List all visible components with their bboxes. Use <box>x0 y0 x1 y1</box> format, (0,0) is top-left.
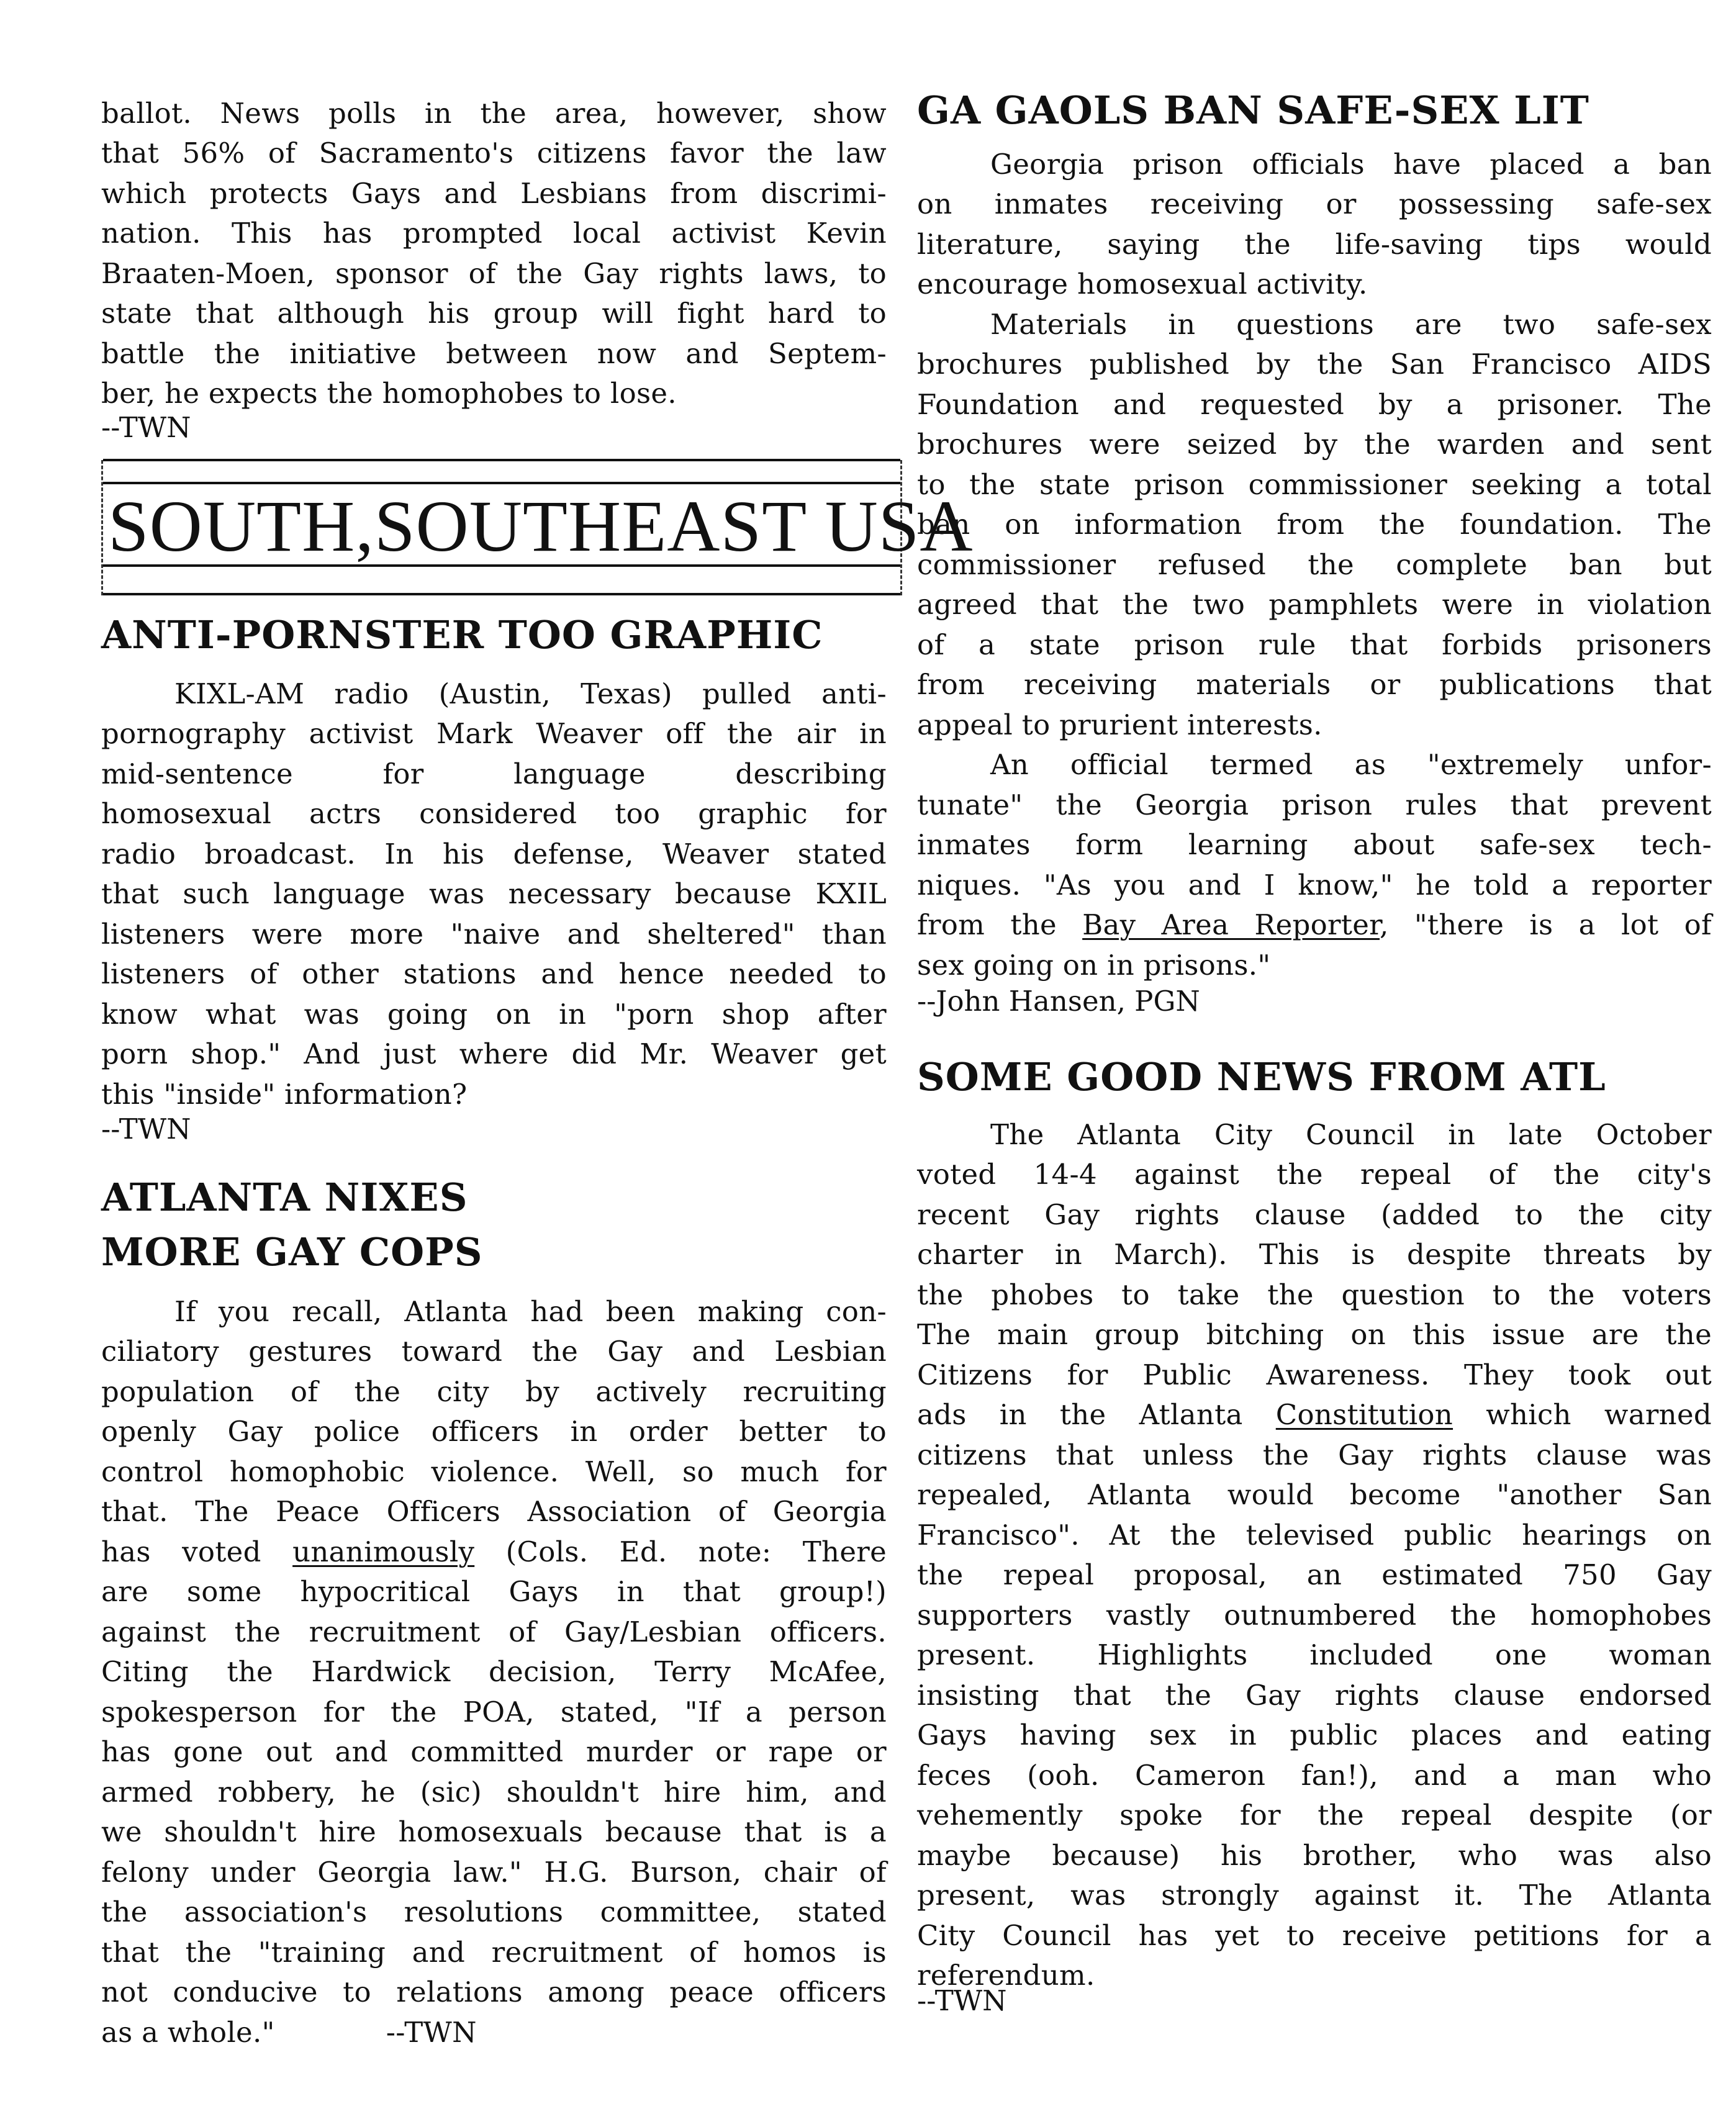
body-line: literature, saying the life-saving tips would <box>917 228 1712 261</box>
body-line: that. The Peace Officers Association of Georgia <box>101 1495 887 1528</box>
body-line: If you recall, Atlanta had been making con- <box>174 1295 887 1328</box>
body-line: Braaten-Moen, sponsor of the Gay rights laws, to <box>101 257 887 290</box>
body-line: ban on information from the foundation. The <box>917 508 1712 541</box>
body-line: ciliatory gestures toward the Gay and Lesbian <box>101 1335 887 1368</box>
body-line: encourage homosexual activity. <box>917 268 1368 300</box>
body-line: against the recruitment of Gay/Lesbian officers. <box>101 1615 887 1648</box>
body-line: City Council has yet to receive petitions for a <box>917 1919 1712 1952</box>
body-line: referendum. <box>917 1959 1095 1992</box>
publication-title: Constitution <box>1275 1398 1453 1431</box>
article-credit: --TWN <box>101 1113 191 1145</box>
body-line: mid-sentence for language describing <box>101 757 887 790</box>
underlined-word: unanimously <box>292 1535 475 1568</box>
body-line: commissioner refused the complete ban but <box>917 548 1712 581</box>
body-line: listeners were more "naive and sheltered" than <box>101 918 887 951</box>
body-line: this "inside" information? <box>101 1078 468 1111</box>
body-line: the repeal proposal, an estimated 750 Gay <box>917 1558 1712 1591</box>
body-line: of a state prison rule that forbids prisoners <box>917 628 1712 661</box>
body-line: niques. "As you and I know," he told a reporter <box>917 869 1712 901</box>
body-line: recent Gay rights clause (added to the city <box>917 1198 1712 1231</box>
body-line: tunate" the Georgia prison rules that prevent <box>917 788 1712 821</box>
body-line: brochures published by the San Francisco AIDS <box>917 348 1712 381</box>
body-line <box>917 905 1712 946</box>
body-line: know what was going on in "porn shop after <box>101 998 887 1031</box>
banner-rule <box>103 564 900 567</box>
body-line: vehemently spoke for the repeal despite (or <box>917 1799 1712 1832</box>
body-line <box>917 1394 1712 1435</box>
body-line <box>101 2012 887 2053</box>
body-line: spokesperson for the POA, stated, "If a person <box>101 1696 887 1728</box>
text-run: (Cols. Ed. note: There <box>505 1535 887 1568</box>
text-run: as a whole." <box>101 2016 275 2049</box>
section-title: SOUTH,SOUTHEAST USA <box>108 486 974 567</box>
headline: SOME GOOD NEWS FROM ATL <box>917 1054 1606 1100</box>
headline: MORE GAY COPS <box>101 1229 483 1275</box>
section-banner <box>101 460 974 595</box>
body-line: homosexual actrs considered too graphic for <box>101 797 887 830</box>
body-line: battle the initiative between now and Septem- <box>101 337 887 370</box>
article-credit: --TWN <box>386 2016 477 2049</box>
body-line: the association's resolutions committee, stated <box>101 1895 887 1928</box>
text-run: has voted <box>101 1535 261 1568</box>
body-line: KIXL-AM radio (Austin, Texas) pulled anti- <box>174 677 887 710</box>
body-line: Francisco". At the televised public hearings on <box>917 1519 1712 1552</box>
body-line: Citizens for Public Awareness. They took out <box>917 1358 1712 1391</box>
body-line: has gone out and committed murder or rape or <box>101 1735 887 1768</box>
banner-rule <box>103 482 900 484</box>
body-line: on inmates receiving or possessing safe-sex <box>917 187 1712 220</box>
text-run: ads in the Atlanta <box>917 1398 1243 1431</box>
body-line: An official termed as "extremely unfor- <box>990 748 1712 781</box>
text-run: which warned <box>1486 1398 1712 1431</box>
body-line: Materials in questions are two safe-sex <box>990 308 1712 341</box>
body-line: not conducive to relations among peace officers <box>101 1976 887 2008</box>
body-line: that 56% of Sacramento's citizens favor the law <box>101 137 887 169</box>
body-line: openly Gay police officers in order better to <box>101 1415 887 1448</box>
text-run: , "there is a lot of <box>1380 908 1712 941</box>
body-line: present, was strongly against it. The Atlanta <box>917 1879 1712 1912</box>
body-line: inmates form learning about safe-sex tech- <box>917 828 1712 861</box>
body-line: feces (ooh. Cameron fan!), and a man who <box>917 1759 1712 1792</box>
headline: GA GAOLS BAN SAFE-SEX LIT <box>917 88 1589 133</box>
headline: ANTI-PORNSTER TOO GRAPHIC <box>101 612 823 657</box>
body-line: The main group bitching on this issue are the <box>917 1318 1712 1351</box>
text-run: from the <box>917 908 1057 941</box>
headline: ATLANTA NIXES <box>101 1175 468 1220</box>
banner-rule <box>103 459 900 461</box>
body-line: nation. This has prompted local activist Kevin <box>101 217 887 250</box>
body-line: The Atlanta City Council in late October <box>990 1118 1712 1151</box>
body-line: repealed, Atlanta would become "another San <box>917 1478 1712 1511</box>
body-line: ber, he expects the homophobes to lose. <box>101 377 677 410</box>
body-line: insisting that the Gay rights clause endorsed <box>917 1679 1712 1712</box>
body-line: from receiving materials or publications that <box>917 668 1712 701</box>
body-line: are some hypocritical Gays in that group!) <box>101 1575 887 1608</box>
body-line: state that although his group will fight hard to <box>101 297 887 330</box>
body-line: that the "training and recruitment of homos is <box>101 1936 887 1969</box>
body-line: supporters vastly outnumbered the homophobes <box>917 1599 1712 1632</box>
body-line: population of the city by actively recruiting <box>101 1375 887 1408</box>
body-line: voted 14-4 against the repeal of the city's <box>917 1158 1712 1191</box>
article-credit: --TWN <box>101 411 191 444</box>
body-line: brochures were seized by the warden and sent <box>917 428 1712 461</box>
body-line: maybe because) his brother, who was also <box>917 1839 1712 1872</box>
body-line: felony under Georgia law." H.G. Burson, chair of <box>101 1856 887 1889</box>
body-line: appeal to prurient interests. <box>917 708 1322 741</box>
body-line: the phobes to take the question to the voters <box>917 1278 1712 1311</box>
body-line: ballot. News polls in the area, however, show <box>101 97 887 130</box>
body-line: armed robbery, he (sic) shouldn't hire him, and <box>101 1776 887 1809</box>
article-credit: --TWN <box>917 1984 1007 2017</box>
body-line: agreed that the two pamphlets were in violation <box>917 588 1712 621</box>
body-line: which protects Gays and Lesbians from discrimi- <box>101 177 887 210</box>
body-line: pornography activist Mark Weaver off the air in <box>101 717 887 750</box>
body-line: control homophobic violence. Well, so much for <box>101 1455 887 1488</box>
body-line: that such language was necessary because KXIL <box>101 877 887 910</box>
body-line: porn shop." And just where did Mr. Weaver get <box>101 1037 887 1070</box>
body-line: Citing the Hardwick decision, Terry McAfee, <box>101 1655 887 1688</box>
body-line: Gays having sex in public places and eating <box>917 1719 1712 1751</box>
body-line: radio broadcast. In his defense, Weaver stated <box>101 838 887 870</box>
body-line: we shouldn't hire homosexuals because that is a <box>101 1815 887 1848</box>
body-line: citizens that unless the Gay rights clause was <box>917 1439 1712 1471</box>
publication-title: Bay Area Reporter <box>1082 908 1380 941</box>
body-line: Georgia prison officials have placed a ban <box>990 148 1712 181</box>
body-line <box>101 1532 887 1573</box>
article-credit: --John Hansen, PGN <box>917 985 1200 1018</box>
body-line: listeners of other stations and hence needed to <box>101 957 887 990</box>
body-line: to the state prison commissioner seeking a total <box>917 468 1712 501</box>
banner-rule <box>103 593 900 595</box>
body-line: sex going on in prisons." <box>917 949 1271 982</box>
body-line: present. Highlights included one woman <box>917 1638 1712 1671</box>
body-line: charter in March). This is despite threats by <box>917 1238 1712 1271</box>
body-line: Foundation and requested by a prisoner. The <box>917 388 1712 421</box>
